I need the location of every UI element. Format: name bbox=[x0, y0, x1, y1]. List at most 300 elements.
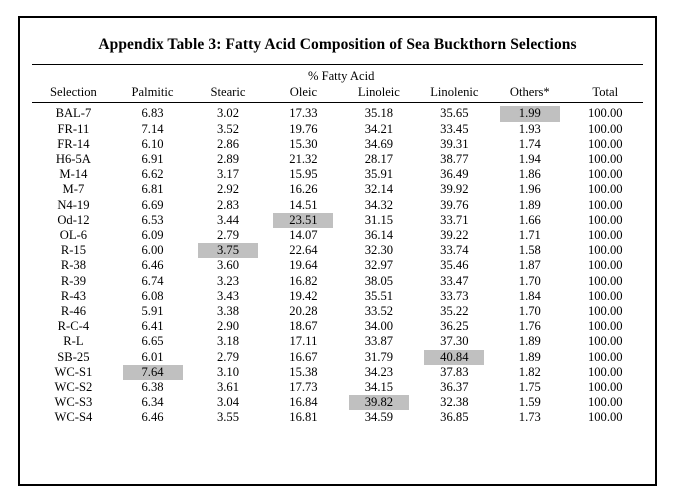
cell-value: 17.11 bbox=[289, 334, 318, 349]
cell-linolenic bbox=[417, 304, 492, 319]
cell-stearic bbox=[190, 334, 265, 349]
cell-value: 16.81 bbox=[289, 410, 318, 425]
cell-total bbox=[568, 182, 643, 197]
cell-value: 36.14 bbox=[364, 228, 394, 243]
cell-linoleic bbox=[341, 228, 416, 243]
cell-value: 1.74 bbox=[518, 136, 541, 151]
cell-total bbox=[568, 274, 643, 289]
cell-others bbox=[492, 213, 567, 228]
cell-value: 3.18 bbox=[216, 334, 239, 349]
cell-value: 6.91 bbox=[141, 152, 164, 167]
cell-stearic bbox=[190, 137, 265, 152]
cell-stearic bbox=[190, 365, 265, 380]
cell-value: 6.41 bbox=[141, 319, 164, 334]
cell-selection bbox=[32, 350, 115, 365]
cell-value: 1.66 bbox=[518, 212, 541, 227]
table-row bbox=[32, 304, 643, 319]
cell-value: 3.02 bbox=[216, 106, 239, 121]
cell-total bbox=[568, 410, 643, 425]
cell-linoleic bbox=[341, 410, 416, 425]
cell-value: 15.30 bbox=[289, 136, 318, 151]
cell-value: 6.08 bbox=[141, 288, 164, 303]
group-header-spacer-right bbox=[568, 65, 643, 85]
cell-oleic bbox=[266, 365, 341, 380]
cell-palmitic bbox=[115, 103, 190, 122]
cell-value: 32.97 bbox=[364, 258, 394, 273]
cell-oleic bbox=[266, 182, 341, 197]
cell-value: 34.59 bbox=[364, 410, 394, 425]
cell-selection bbox=[32, 274, 115, 289]
cell-oleic bbox=[266, 243, 341, 258]
cell-others bbox=[492, 289, 567, 304]
cell-value: 34.23 bbox=[364, 364, 394, 379]
cell-linolenic bbox=[417, 334, 492, 349]
cell-linolenic bbox=[417, 228, 492, 243]
cell-value: 6.46 bbox=[141, 258, 164, 273]
cell-value: 16.67 bbox=[289, 349, 318, 364]
cell-value: 22.64 bbox=[289, 243, 318, 258]
cell-others bbox=[492, 198, 567, 213]
cell-stearic bbox=[190, 380, 265, 395]
cell-palmitic bbox=[115, 137, 190, 152]
cell-value: OL-6 bbox=[59, 228, 88, 243]
cell-linolenic bbox=[417, 137, 492, 152]
cell-value: 15.38 bbox=[289, 364, 318, 379]
cell-value: FR-14 bbox=[57, 136, 90, 151]
cell-value: 3.17 bbox=[216, 167, 239, 182]
cell-palmitic bbox=[115, 289, 190, 304]
cell-total bbox=[568, 319, 643, 334]
cell-value: R-L bbox=[63, 334, 84, 349]
cell-total bbox=[568, 380, 643, 395]
cell-linoleic bbox=[341, 334, 416, 349]
cell-total bbox=[568, 137, 643, 152]
cell-selection bbox=[32, 319, 115, 334]
cell-value: 2.90 bbox=[216, 319, 239, 334]
cell-total bbox=[568, 350, 643, 365]
cell-value: 100.00 bbox=[587, 334, 623, 349]
cell-value: 5.91 bbox=[141, 304, 164, 319]
cell-total bbox=[568, 198, 643, 213]
cell-value: 34.21 bbox=[364, 121, 394, 136]
cell-oleic bbox=[266, 122, 341, 137]
cell-others bbox=[492, 365, 567, 380]
cell-value: 15.95 bbox=[289, 167, 318, 182]
cell-selection bbox=[32, 289, 115, 304]
cell-linolenic bbox=[417, 243, 492, 258]
cell-oleic bbox=[266, 334, 341, 349]
cell-value: 2.79 bbox=[216, 349, 239, 364]
column-header-others: Others* bbox=[509, 85, 550, 100]
cell-value: 3.61 bbox=[216, 380, 239, 395]
cell-linolenic bbox=[417, 122, 492, 137]
cell-stearic bbox=[190, 410, 265, 425]
cell-value: R-C-4 bbox=[57, 319, 90, 334]
table-row bbox=[32, 103, 643, 122]
cell-total bbox=[568, 395, 643, 410]
cell-others bbox=[492, 274, 567, 289]
cell-palmitic bbox=[115, 152, 190, 167]
cell-value: 34.32 bbox=[364, 197, 394, 212]
cell-linolenic bbox=[417, 258, 492, 273]
table-row bbox=[32, 365, 643, 380]
cell-value: 31.15 bbox=[364, 212, 394, 227]
cell-selection bbox=[32, 228, 115, 243]
cell-value: 100.00 bbox=[587, 106, 623, 121]
cell-value: 1.87 bbox=[518, 258, 541, 273]
cell-others bbox=[492, 258, 567, 273]
cell-others bbox=[492, 395, 567, 410]
cell-value: 1.94 bbox=[518, 152, 541, 167]
cell-others bbox=[492, 304, 567, 319]
cell-value: 100.00 bbox=[587, 410, 623, 425]
cell-oleic bbox=[266, 304, 341, 319]
cell-value: 19.42 bbox=[289, 288, 318, 303]
cell-selection bbox=[32, 213, 115, 228]
cell-value: 3.44 bbox=[216, 212, 239, 227]
cell-value: 20.28 bbox=[289, 304, 318, 319]
cell-value: 2.83 bbox=[216, 197, 239, 212]
cell-value: 16.84 bbox=[289, 395, 318, 410]
cell-oleic bbox=[266, 289, 341, 304]
cell-others bbox=[492, 103, 567, 122]
cell-linoleic bbox=[341, 103, 416, 122]
cell-value: 6.53 bbox=[141, 212, 164, 227]
cell-oleic bbox=[266, 198, 341, 213]
cell-palmitic bbox=[115, 258, 190, 273]
cell-palmitic bbox=[115, 213, 190, 228]
cell-value: 33.52 bbox=[364, 304, 394, 319]
cell-selection bbox=[32, 182, 115, 197]
table-row bbox=[32, 137, 643, 152]
cell-total bbox=[568, 213, 643, 228]
cell-value: 35.18 bbox=[364, 106, 394, 121]
cell-value: WC-S1 bbox=[54, 364, 93, 379]
cell-palmitic bbox=[115, 182, 190, 197]
cell-value: 1.75 bbox=[518, 380, 541, 395]
table-row bbox=[32, 274, 643, 289]
cell-selection bbox=[32, 258, 115, 273]
cell-oleic bbox=[266, 152, 341, 167]
cell-others bbox=[492, 410, 567, 425]
column-header-row bbox=[32, 85, 643, 103]
cell-value: 100.00 bbox=[587, 288, 623, 303]
cell-linoleic bbox=[341, 274, 416, 289]
cell-value: 1.89 bbox=[518, 197, 541, 212]
cell-value: 3.52 bbox=[216, 121, 239, 136]
cell-linolenic bbox=[417, 152, 492, 167]
cell-linolenic bbox=[417, 182, 492, 197]
cell-linoleic bbox=[341, 395, 416, 410]
cell-stearic bbox=[190, 274, 265, 289]
cell-value: 34.15 bbox=[364, 380, 394, 395]
cell-linoleic bbox=[341, 365, 416, 380]
cell-oleic bbox=[266, 410, 341, 425]
column-header-palmitic: Palmitic bbox=[131, 85, 174, 100]
cell-value: 6.46 bbox=[141, 410, 164, 425]
cell-value: 6.81 bbox=[141, 182, 164, 197]
cell-value: 19.64 bbox=[289, 258, 318, 273]
cell-linoleic bbox=[341, 122, 416, 137]
cell-value: 33.73 bbox=[440, 288, 469, 303]
cell-value: 16.26 bbox=[289, 182, 318, 197]
table-row bbox=[32, 167, 643, 182]
cell-value: 100.00 bbox=[587, 167, 623, 182]
cell-value: 36.25 bbox=[440, 319, 469, 334]
cell-value: 17.73 bbox=[289, 380, 318, 395]
cell-value: 6.01 bbox=[141, 349, 164, 364]
cell-linolenic bbox=[417, 395, 492, 410]
cell-oleic bbox=[266, 258, 341, 273]
cell-value: 3.10 bbox=[216, 364, 239, 379]
highlighted-value: 3.75 bbox=[198, 243, 258, 258]
cell-selection bbox=[32, 243, 115, 258]
cell-value: 1.58 bbox=[518, 243, 541, 258]
cell-total bbox=[568, 334, 643, 349]
cell-others bbox=[492, 167, 567, 182]
cell-value: 3.60 bbox=[216, 258, 239, 273]
cell-linoleic bbox=[341, 167, 416, 182]
cell-value: 38.77 bbox=[440, 152, 469, 167]
cell-value: 100.00 bbox=[587, 380, 623, 395]
cell-stearic bbox=[190, 103, 265, 122]
cell-others bbox=[492, 334, 567, 349]
cell-value: SB-25 bbox=[57, 349, 90, 364]
cell-value: 100.00 bbox=[587, 182, 623, 197]
cell-palmitic bbox=[115, 334, 190, 349]
cell-value: 39.22 bbox=[440, 228, 469, 243]
cell-stearic bbox=[190, 258, 265, 273]
cell-value: 1.86 bbox=[518, 167, 541, 182]
cell-linolenic bbox=[417, 350, 492, 365]
table-row bbox=[32, 228, 643, 243]
cell-value: 100.00 bbox=[587, 273, 623, 288]
cell-others bbox=[492, 137, 567, 152]
cell-selection bbox=[32, 380, 115, 395]
cell-total bbox=[568, 289, 643, 304]
cell-others bbox=[492, 243, 567, 258]
cell-value: 100.00 bbox=[587, 304, 623, 319]
cell-value: 32.14 bbox=[364, 182, 394, 197]
cell-palmitic bbox=[115, 380, 190, 395]
table-row bbox=[32, 319, 643, 334]
fatty-acid-table bbox=[32, 65, 643, 426]
cell-value: 36.85 bbox=[440, 410, 469, 425]
cell-stearic bbox=[190, 304, 265, 319]
cell-linoleic bbox=[341, 152, 416, 167]
cell-palmitic bbox=[115, 304, 190, 319]
table-row bbox=[32, 258, 643, 273]
cell-value: 3.43 bbox=[216, 288, 239, 303]
cell-value: 100.00 bbox=[587, 258, 623, 273]
cell-value: 1.71 bbox=[518, 228, 541, 243]
cell-value: 100.00 bbox=[587, 197, 623, 212]
cell-value: M-7 bbox=[62, 182, 85, 197]
highlighted-value: 7.64 bbox=[123, 365, 183, 380]
cell-value: 100.00 bbox=[587, 136, 623, 151]
cell-stearic bbox=[190, 243, 265, 258]
table-title: Appendix Table 3: Fatty Acid Composition of Sea Buckthorn Selections bbox=[98, 36, 577, 53]
cell-oleic bbox=[266, 103, 341, 122]
cell-value: M-14 bbox=[59, 167, 88, 182]
cell-selection bbox=[32, 152, 115, 167]
cell-palmitic bbox=[115, 350, 190, 365]
cell-value: 100.00 bbox=[587, 395, 623, 410]
cell-total bbox=[568, 258, 643, 273]
cell-linolenic bbox=[417, 213, 492, 228]
cell-value: 34.69 bbox=[364, 136, 394, 151]
cell-linoleic bbox=[341, 198, 416, 213]
cell-value: 39.31 bbox=[440, 136, 469, 151]
cell-value: 36.49 bbox=[440, 167, 469, 182]
cell-value: 34.00 bbox=[364, 319, 394, 334]
cell-value: 100.00 bbox=[587, 121, 623, 136]
cell-value: 100.00 bbox=[587, 319, 623, 334]
cell-selection bbox=[32, 137, 115, 152]
table-row bbox=[32, 410, 643, 425]
cell-value: N4-19 bbox=[57, 197, 90, 212]
column-header-linoleic: Linoleic bbox=[357, 85, 400, 100]
cell-palmitic bbox=[115, 198, 190, 213]
cell-linoleic bbox=[341, 289, 416, 304]
column-header-selection: Selection bbox=[49, 85, 97, 100]
cell-value: 100.00 bbox=[587, 349, 623, 364]
cell-value: 14.07 bbox=[289, 228, 318, 243]
cell-value: 6.74 bbox=[141, 273, 164, 288]
cell-oleic bbox=[266, 228, 341, 243]
cell-value: 100.00 bbox=[587, 212, 623, 227]
cell-total bbox=[568, 228, 643, 243]
cell-others bbox=[492, 319, 567, 334]
cell-value: 32.38 bbox=[440, 395, 469, 410]
cell-value: Od-12 bbox=[57, 212, 90, 227]
cell-value: 6.69 bbox=[141, 197, 164, 212]
cell-palmitic bbox=[115, 395, 190, 410]
cell-stearic bbox=[190, 152, 265, 167]
cell-value: 1.73 bbox=[518, 410, 541, 425]
highlighted-value: 1.99 bbox=[500, 106, 560, 121]
table-row bbox=[32, 350, 643, 365]
cell-value: 2.79 bbox=[216, 228, 239, 243]
cell-total bbox=[568, 122, 643, 137]
cell-value: 19.76 bbox=[289, 121, 318, 136]
cell-value: 1.82 bbox=[518, 364, 541, 379]
cell-linolenic bbox=[417, 198, 492, 213]
cell-value: 17.33 bbox=[289, 106, 318, 121]
cell-palmitic bbox=[115, 228, 190, 243]
table-row bbox=[32, 213, 643, 228]
cell-value: 3.55 bbox=[216, 410, 239, 425]
cell-linoleic bbox=[341, 304, 416, 319]
cell-value: 39.92 bbox=[440, 182, 469, 197]
table-frame bbox=[18, 16, 657, 486]
cell-stearic bbox=[190, 122, 265, 137]
cell-value: 33.71 bbox=[440, 212, 469, 227]
cell-selection bbox=[32, 198, 115, 213]
cell-value: 33.74 bbox=[440, 243, 469, 258]
cell-value: 33.87 bbox=[364, 334, 394, 349]
cell-value: 100.00 bbox=[587, 364, 623, 379]
cell-value: 35.91 bbox=[364, 167, 394, 182]
cell-value: 38.05 bbox=[364, 273, 394, 288]
cell-stearic bbox=[190, 395, 265, 410]
cell-selection bbox=[32, 122, 115, 137]
cell-value: 32.30 bbox=[364, 243, 394, 258]
cell-value: 1.84 bbox=[518, 288, 541, 303]
cell-value: 16.82 bbox=[289, 273, 318, 288]
cell-value: 21.32 bbox=[289, 152, 318, 167]
cell-selection bbox=[32, 334, 115, 349]
cell-stearic bbox=[190, 182, 265, 197]
group-header-label: % Fatty Acid bbox=[307, 69, 375, 83]
cell-value: 1.76 bbox=[518, 319, 541, 334]
cell-value: 6.62 bbox=[141, 167, 164, 182]
cell-value: 1.70 bbox=[518, 273, 541, 288]
cell-palmitic bbox=[115, 410, 190, 425]
cell-value: 1.96 bbox=[518, 182, 541, 197]
cell-value: 6.10 bbox=[141, 136, 164, 151]
cell-value: 37.30 bbox=[440, 334, 469, 349]
cell-palmitic bbox=[115, 319, 190, 334]
cell-value: 100.00 bbox=[587, 152, 623, 167]
cell-linoleic bbox=[341, 137, 416, 152]
table-row bbox=[32, 182, 643, 197]
cell-linolenic bbox=[417, 319, 492, 334]
cell-selection bbox=[32, 103, 115, 122]
cell-others bbox=[492, 152, 567, 167]
highlighted-value: 39.82 bbox=[349, 395, 409, 410]
cell-value: WC-S4 bbox=[54, 410, 93, 425]
cell-oleic bbox=[266, 213, 341, 228]
cell-total bbox=[568, 304, 643, 319]
cell-selection bbox=[32, 410, 115, 425]
cell-value: R-38 bbox=[60, 258, 86, 273]
cell-palmitic bbox=[115, 167, 190, 182]
cell-value: 100.00 bbox=[587, 228, 623, 243]
cell-value: 6.34 bbox=[141, 395, 164, 410]
cell-linolenic bbox=[417, 289, 492, 304]
cell-linolenic bbox=[417, 274, 492, 289]
cell-total bbox=[568, 365, 643, 380]
cell-linoleic bbox=[341, 350, 416, 365]
cell-value: 2.92 bbox=[216, 182, 239, 197]
cell-linoleic bbox=[341, 243, 416, 258]
cell-value: 2.86 bbox=[216, 136, 239, 151]
cell-stearic bbox=[190, 198, 265, 213]
cell-value: WC-S2 bbox=[54, 380, 93, 395]
group-header-spacer bbox=[32, 65, 115, 85]
cell-linolenic bbox=[417, 410, 492, 425]
table-row bbox=[32, 395, 643, 410]
cell-stearic bbox=[190, 228, 265, 243]
column-header-stearic: Stearic bbox=[210, 85, 246, 100]
cell-value: 2.89 bbox=[216, 152, 239, 167]
table-row bbox=[32, 380, 643, 395]
cell-stearic bbox=[190, 319, 265, 334]
cell-stearic bbox=[190, 167, 265, 182]
cell-oleic bbox=[266, 137, 341, 152]
column-header-total: Total bbox=[592, 85, 619, 100]
cell-linoleic bbox=[341, 182, 416, 197]
cell-value: 33.47 bbox=[440, 273, 469, 288]
cell-value: 3.38 bbox=[216, 304, 239, 319]
cell-oleic bbox=[266, 380, 341, 395]
cell-linoleic bbox=[341, 258, 416, 273]
cell-value: 3.04 bbox=[216, 395, 239, 410]
cell-selection bbox=[32, 395, 115, 410]
cell-value: 35.22 bbox=[440, 304, 469, 319]
cell-linoleic bbox=[341, 380, 416, 395]
